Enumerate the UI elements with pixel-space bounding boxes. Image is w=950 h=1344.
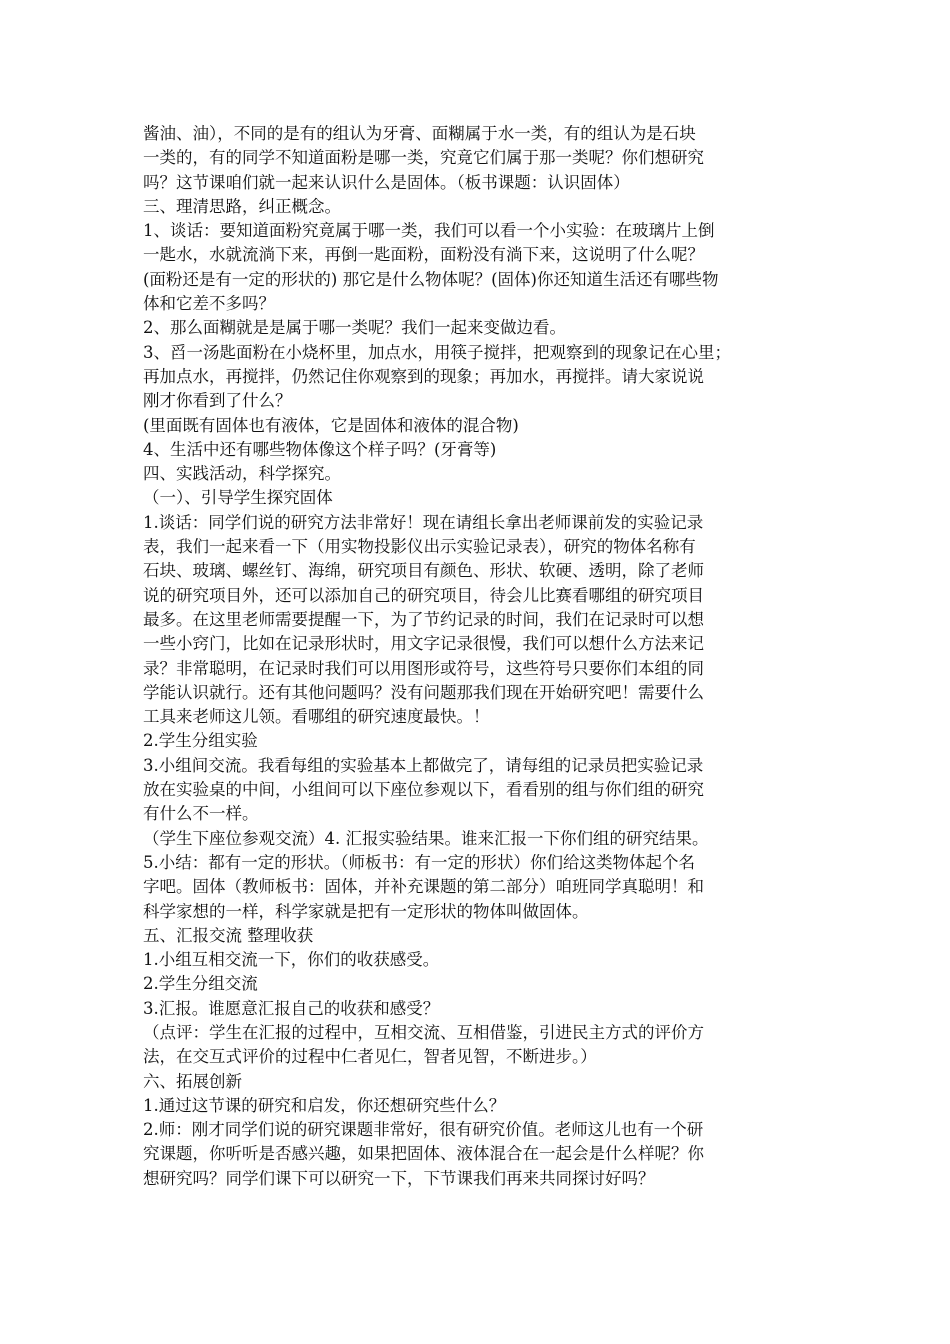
text-line: 1.通过这节课的研究和启发，你还想研究些什么？ <box>143 1095 506 1115</box>
text-line: 表，我们一起来看一下（用实物投影仪出示实验记录表），研究的物体名称有 <box>143 537 696 557</box>
text-line: 科学家想的一样，科学家就是把有一定形状的物体叫做固体。 <box>143 901 589 921</box>
text-line: 再加点水，再搅拌，仍然记住你观察到的现象；再加水，再搅拌。请大家说说 <box>143 366 704 386</box>
text-line: 酱油、油），不同的是有的组认为牙膏、面糊属于水一类，有的组认为是石块 <box>143 124 696 143</box>
text-line: 四、实践活动，科学探究。 <box>143 464 341 484</box>
text-line: 究课题，你听听是否感兴趣，如果把固体、液体混合在一起会是什么样呢？你 <box>143 1144 704 1164</box>
text-line: （学生下座位参观交流）4. 汇报实验结果。谁来汇报一下你们组的研究结果。 <box>143 828 709 848</box>
text-line: 五、汇报交流 整理收获 <box>143 925 314 945</box>
text-line: 吗？这节课咱们就一起来认识什么是固体。（板书课题：认识固体） <box>143 172 630 192</box>
text-line: (里面既有固体也有液体，它是固体和液体的混合物) <box>143 415 519 435</box>
text-line: 字吧。固体（教师板书：固体，并补充课题的第二部分）咱班同学真聪明！和 <box>143 877 704 897</box>
text-line: 放在实验桌的中间，小组间可以下座位参观以下，看看别的组与你们组的研究 <box>143 780 704 800</box>
text-line: 录？非常聪明，在记录时我们可以用图形或符号，这些符号只要你们本组的同 <box>143 658 704 678</box>
text-line: 2.师：刚才同学们说的研究课题非常好，很有研究价值。老师这儿也有一个研 <box>143 1120 704 1140</box>
text-line: 5.小结：都有一定的形状。（师板书：有一定的形状）你们给这类物体起个名 <box>143 852 695 872</box>
text-line: 4、生活中还有哪些物体像这个样子吗？(牙膏等) <box>143 439 497 459</box>
text-line: 一匙水，水就流淌下来，再倒一匙面粉，面粉没有淌下来，这说明了什么呢？ <box>143 245 704 265</box>
text-line: 2.学生分组交流 <box>143 974 258 994</box>
text-line: 说的研究项目外，还可以添加自己的研究项目，待会儿比赛看哪组的研究项目 <box>143 585 704 605</box>
text-line: 想研究吗？同学们课下可以研究一下，下节课我们再来共同探讨好吗？ <box>143 1168 655 1188</box>
document-body <box>143 122 815 1191</box>
text-line: 1、谈话：要知道面粉究竟属于哪一类，我们可以看一个小实验：在玻璃片上倒 <box>143 221 715 241</box>
text-line: 刚才你看到了什么？ <box>143 391 292 411</box>
text-line: 3.小组间交流。我看每组的实验基本上都做完了，请每组的记录员把实验记录 <box>143 755 704 775</box>
text-line: 三、理清思路，纠正概念。 <box>143 196 341 216</box>
text-line: 2、那么面糊就是是属于哪一类呢？我们一起来变做边看。 <box>143 318 566 338</box>
text-line: 体和它差不多吗？ <box>143 294 275 314</box>
text-line: (面粉还是有一定的形状的) 那它是什么物体呢？(固体)你还知道生活还有哪些物 <box>143 269 719 289</box>
text-line: 法，在交互式评价的过程中仁者见仁，智者见智，不断进步。） <box>143 1047 597 1067</box>
text-line: 学能认识就行。还有其他问题吗？没有问题那我们现在开始研究吧！需要什么 <box>143 682 704 702</box>
text-line: 一些小窍门，比如在记录形状时，用文字记录很慢，我们可以想什么方法来记 <box>143 634 704 654</box>
text-line: （一）、引导学生探究固体 <box>143 488 333 508</box>
text-line: 石块、玻璃、螺丝钉、海绵，研究项目有颜色、形状、软硬、透明，除了老师 <box>143 561 704 581</box>
text-line: 有什么不一样。 <box>143 804 259 824</box>
text-line: 工具来老师这儿领。看哪组的研究速度最快。！ <box>143 707 490 727</box>
text-line: 1.谈话：同学们说的研究方法非常好！现在请组长拿出老师课前发的实验记录 <box>143 512 704 532</box>
text-line: 3、舀一汤匙面粉在小烧杯里，加点水，用筷子搅拌，把观察到的现象记在心里； <box>143 342 731 362</box>
text-line: （点评：学生在汇报的过程中，互相交流、互相借鉴，引进民主方式的评价方 <box>143 1022 704 1042</box>
text-line: 2.学生分组实验 <box>143 731 258 751</box>
text-line: 最多。在这里老师需要提醒一下，为了节约记录的时间，我们在记录时可以想 <box>143 609 704 629</box>
text-line: 3.汇报。谁愿意汇报自己的收获和感受？ <box>143 998 440 1018</box>
text-line: 六、拓展创新 <box>143 1071 242 1091</box>
text-line: 一类的，有的同学不知道面粉是哪一类，究竟它们属于那一类呢？你们想研究 <box>143 148 704 168</box>
text-line: 1.小组互相交流一下，你们的收获感受。 <box>143 950 440 970</box>
